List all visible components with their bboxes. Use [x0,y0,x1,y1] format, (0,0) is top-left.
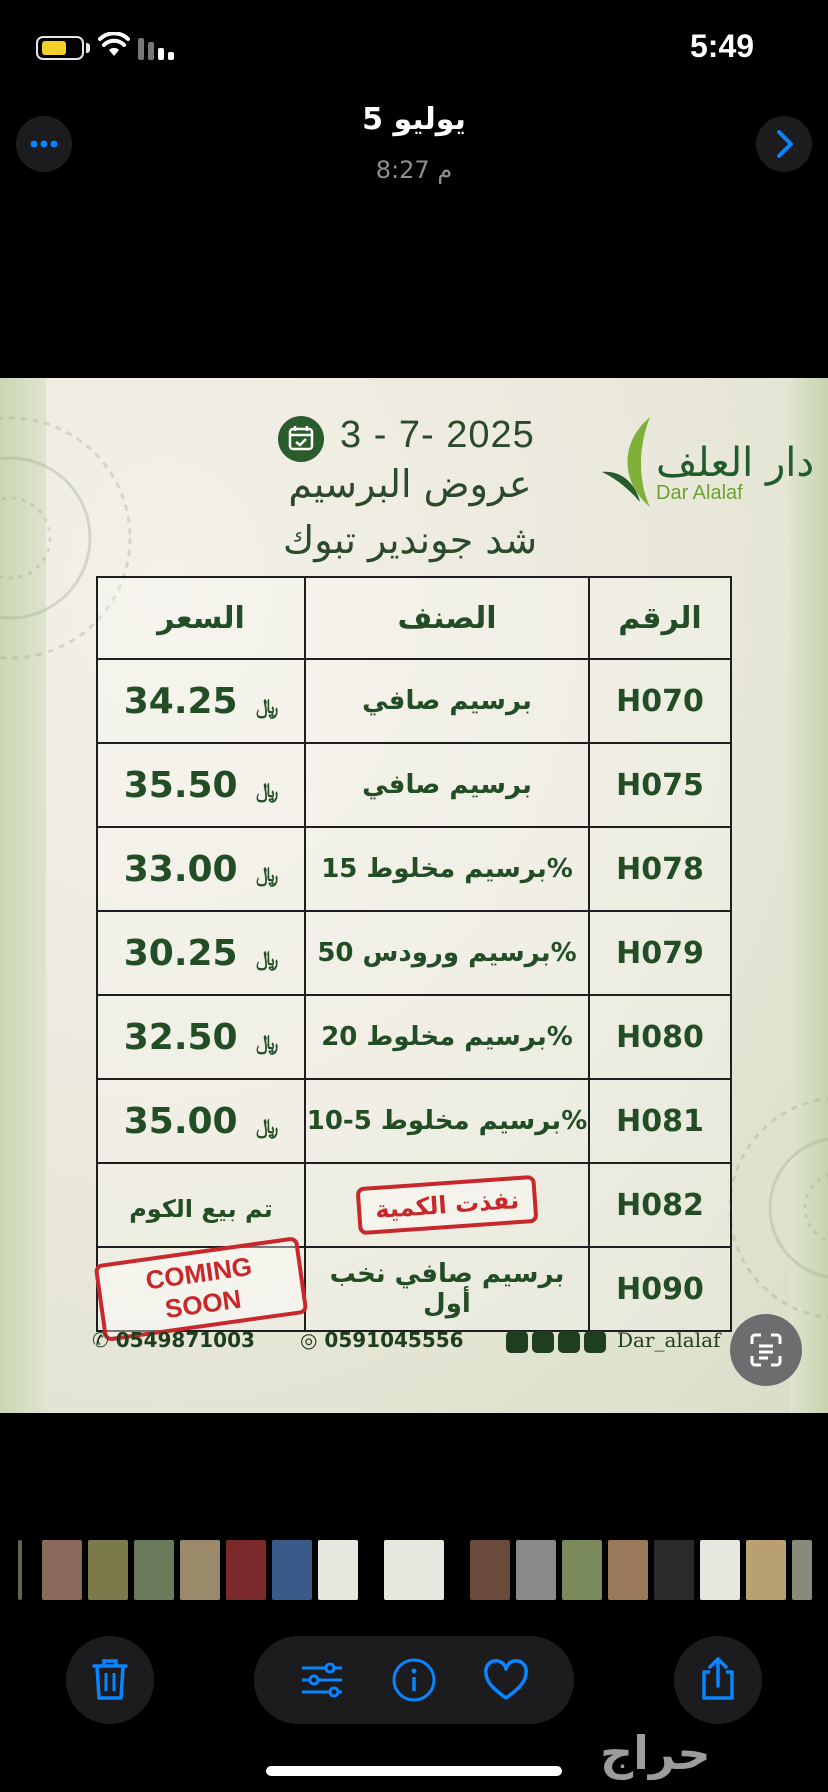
currency-icon: ﷼ [256,1029,279,1054]
table-row [97,995,731,1079]
out-of-stock-stamp: نفذت الكمية [355,1175,538,1235]
currency-icon: ﷼ [256,777,279,802]
code-cell: H079 [589,911,731,995]
price-cell [97,911,305,995]
cellular-icon [138,38,178,60]
code-cell: H070 [589,659,731,743]
coming-soon-stamp: COMING SOON [94,1236,309,1342]
watermark: حراج [600,1726,711,1780]
wifi-icon [98,32,130,58]
thumbnail[interactable] [700,1540,740,1600]
code-cell: H081 [589,1079,731,1163]
snapchat-icon [558,1331,580,1353]
tiktok-icon [584,1331,606,1353]
code-cell: H082 [589,1163,731,1247]
status-time: 5:49 [690,28,755,64]
thumbnail[interactable] [654,1540,694,1600]
battery-tip [86,43,90,53]
instagram-icon [532,1331,554,1353]
column-header-type: الصنف [305,577,589,659]
price-value: 32.50 [123,1016,238,1058]
leaf-logo-icon [600,412,660,512]
price-value: 35.50 [123,764,238,806]
type-cell: برسيم صافي [305,659,589,743]
share-button[interactable] [674,1636,762,1724]
heart-icon[interactable] [462,1636,550,1724]
logo-english: Dar Alalaf [656,482,743,504]
thumbnail[interactable] [18,1540,22,1600]
info-icon[interactable] [370,1636,458,1724]
currency-icon: ﷼ [256,861,279,886]
thumbnail[interactable] [792,1540,812,1600]
thumbnail[interactable] [134,1540,174,1600]
currency-icon: ﷼ [256,945,279,970]
column-header-code: الرقم [589,577,731,659]
price-cell [97,1247,305,1331]
price-cell [97,659,305,743]
live-text-button[interactable] [730,1314,802,1386]
thumbnail[interactable] [562,1540,602,1600]
price-table [96,576,732,1332]
code-cell: H080 [589,995,731,1079]
phone-icon: ✆ [92,1328,109,1352]
footer-social [506,1328,720,1353]
price-value: 30.25 [123,932,238,974]
table-row [97,827,731,911]
footer-phone [92,1328,255,1352]
thumbnail[interactable] [42,1540,82,1600]
photo-date: 5 يوليو [362,102,466,137]
price-value: 34.25 [123,680,238,722]
type-cell: برسيم ورودس 50% [305,911,589,995]
thumbnail[interactable] [318,1540,358,1600]
type-cell: برسيم مخلوط 15% [305,827,589,911]
whatsapp-number: 0591045556 [324,1328,464,1352]
code-cell: H090 [589,1247,731,1331]
thumbnail[interactable] [516,1540,556,1600]
phone-number: 0549871003 [115,1328,255,1352]
thumbnail-current[interactable] [384,1540,444,1600]
price-cell [97,1079,305,1163]
delete-button[interactable] [66,1636,154,1724]
thumbnail[interactable] [746,1540,786,1600]
table-row [97,1247,731,1331]
thumbnail[interactable] [608,1540,648,1600]
currency-icon: ﷼ [256,1113,279,1138]
table-row [97,659,731,743]
price-cell [97,995,305,1079]
trash-icon [66,1636,154,1724]
column-header-price: السعر [97,577,305,659]
thumbnail[interactable] [180,1540,220,1600]
table-row [97,1079,731,1163]
type-cell: برسيم صافي نخب أول [305,1247,589,1331]
next-button[interactable] [756,116,812,172]
footer-whatsapp [300,1328,464,1352]
table-header-row [97,577,731,659]
price-value: 33.00 [123,848,238,890]
thumbnail[interactable] [470,1540,510,1600]
home-indicator[interactable] [266,1766,562,1776]
chevron-right-icon [756,116,812,172]
x-icon [506,1331,528,1353]
photo-time: 8:27 م [375,156,453,184]
currency-icon: ﷼ [256,693,279,718]
battery-icon [36,36,84,60]
table-row [97,743,731,827]
code-cell: H078 [589,827,731,911]
type-cell: برسيم صافي [305,743,589,827]
social-handle: Dar_alalaf [616,1328,721,1352]
price-cell [97,827,305,911]
sold-out-text: تم بيع الكوم [129,1194,273,1223]
live-text-icon [730,1314,802,1386]
thumbnail[interactable] [272,1540,312,1600]
calendar-icon [278,416,324,462]
table-row [97,911,731,995]
type-cell: برسيم مخلوط 20% [305,995,589,1079]
price-cell [97,743,305,827]
adjust-icon[interactable] [278,1636,366,1724]
offer-subtitle: شد جوندير تبوك [282,518,538,562]
share-icon [674,1636,762,1724]
type-cell [305,1163,589,1247]
table-row [97,1163,731,1247]
price-cell [97,1163,305,1247]
offer-date: 3 - 7- 2025 [340,414,535,456]
type-cell: برسيم مخلوط 5-10% [305,1079,589,1163]
thumbnail[interactable] [88,1540,128,1600]
whatsapp-icon: ◎ [300,1328,318,1352]
price-value: 35.00 [123,1100,238,1142]
thumbnail[interactable] [226,1540,266,1600]
toolbar-pill [254,1636,574,1724]
photo-image[interactable] [0,378,828,1413]
code-cell: H075 [589,743,731,827]
offer-title: عروض البرسيم [288,462,532,506]
logo-arabic: دار العلف [656,440,815,486]
